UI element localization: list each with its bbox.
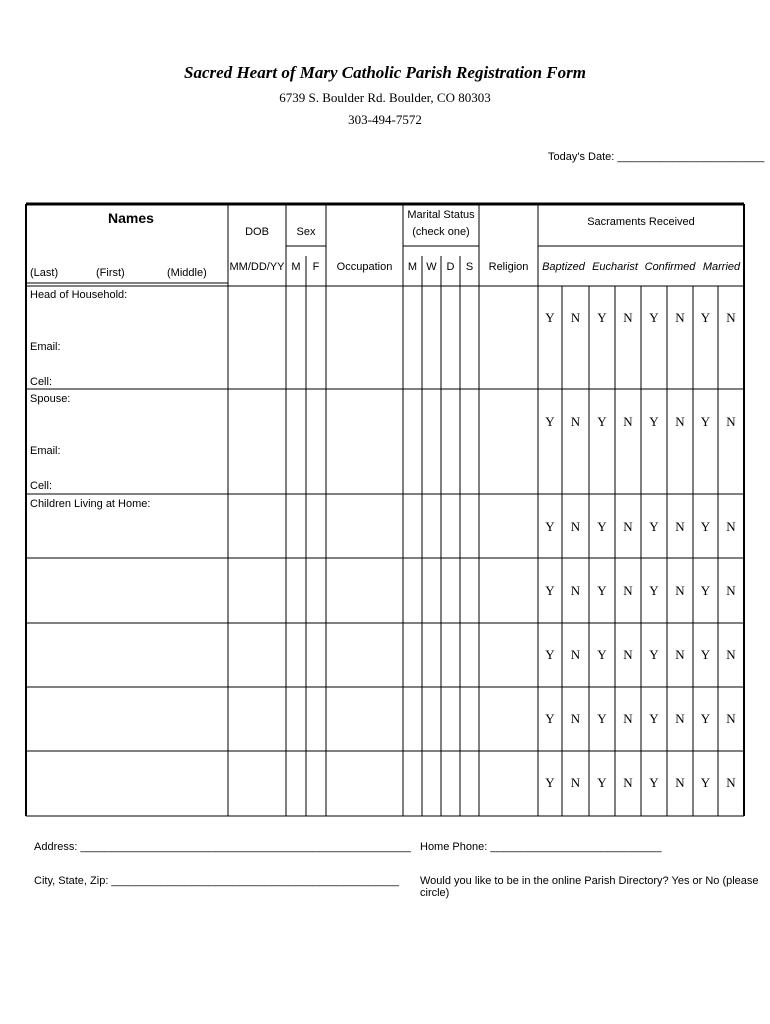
sacraments-header: Sacraments Received (587, 216, 695, 228)
home-phone-field[interactable]: Home Phone: ____________________________ (420, 841, 662, 853)
marital-d-header: D (446, 261, 455, 273)
yes-option[interactable]: Y (545, 647, 555, 662)
yes-option[interactable]: Y (700, 519, 711, 534)
no-option[interactable]: N (675, 583, 685, 598)
head-cell-label: Cell: (30, 376, 53, 388)
occupation-header: Occupation (336, 261, 393, 273)
no-option[interactable]: N (675, 414, 685, 429)
head-of-household-label: Head of Household: (30, 289, 128, 301)
yes-option[interactable]: Y (545, 711, 555, 726)
no-option[interactable]: N (726, 583, 736, 598)
no-option[interactable]: N (570, 583, 581, 598)
marital-status-header: Marital Status (407, 209, 475, 221)
yes-option[interactable]: Y (649, 414, 659, 429)
no-option[interactable]: N (623, 583, 633, 598)
sacrament-baptized-header: Baptized (542, 261, 585, 273)
form-title: Sacred Heart of Mary Catholic Parish Registration Form (184, 63, 586, 82)
spouse-label: Spouse: (30, 393, 71, 405)
no-option[interactable]: N (675, 711, 685, 726)
yes-option[interactable]: Y (700, 310, 711, 325)
yes-option[interactable]: Y (700, 414, 711, 429)
dob-format: MM/DD/YY (229, 261, 285, 273)
spouse-cell-label: Cell: (30, 480, 53, 492)
yes-option[interactable]: Y (597, 310, 607, 325)
no-option[interactable]: N (726, 775, 736, 790)
no-option[interactable]: N (675, 519, 685, 534)
sacrament-confirmed-header: Confirmed (644, 261, 696, 273)
yes-option[interactable]: Y (597, 583, 607, 598)
children-label: Children Living at Home: (30, 498, 151, 510)
yes-option[interactable]: Y (545, 310, 555, 325)
address-field[interactable]: Address: ______________________________________________________ (34, 841, 411, 853)
directory-question: Would you like to be in the online Parish Directory? Yes or No (please circle) (420, 875, 759, 899)
yes-option[interactable]: Y (649, 519, 659, 534)
yes-option[interactable]: Y (700, 647, 711, 662)
head-email-label: Email: (30, 341, 61, 353)
name-part-first: (First) (96, 267, 125, 279)
yes-option[interactable]: Y (649, 310, 659, 325)
yes-option[interactable]: Y (545, 775, 555, 790)
sex-f-header: F (312, 261, 320, 273)
marital-w-header: W (426, 261, 437, 273)
sacrament-married-header: Married (702, 261, 741, 273)
sacrament-eucharist-header: Eucharist (592, 261, 638, 273)
no-option[interactable]: N (726, 647, 736, 662)
marital-s-header: S (465, 261, 474, 273)
no-option[interactable]: N (623, 519, 633, 534)
no-option[interactable]: N (570, 647, 581, 662)
yes-option[interactable]: Y (545, 583, 555, 598)
yes-option[interactable]: Y (597, 414, 607, 429)
parish-address: 6739 S. Boulder Rd. Boulder, CO 80303 (279, 90, 491, 105)
yes-option[interactable]: Y (545, 519, 555, 534)
yes-option[interactable]: Y (649, 583, 659, 598)
yes-option[interactable]: Y (597, 775, 607, 790)
name-part-middle: (Middle) (167, 267, 207, 279)
no-option[interactable]: N (623, 711, 633, 726)
todays-date-field[interactable]: Today's Date: ________________________ (548, 151, 765, 163)
no-option[interactable]: N (570, 519, 581, 534)
yes-option[interactable]: Y (700, 583, 711, 598)
no-option[interactable]: N (623, 647, 633, 662)
sex-header: Sex (296, 226, 316, 238)
name-part-last: (Last) (30, 267, 59, 279)
no-option[interactable]: N (726, 414, 736, 429)
no-option[interactable]: N (726, 519, 736, 534)
yes-option[interactable]: Y (649, 647, 659, 662)
marital-m-header: M (407, 261, 418, 273)
no-option[interactable]: N (570, 310, 581, 325)
yes-option[interactable]: Y (649, 775, 659, 790)
parish-phone: 303-494-7572 (348, 112, 422, 127)
no-option[interactable]: N (675, 647, 685, 662)
yes-option[interactable]: Y (597, 519, 607, 534)
no-option[interactable]: N (570, 775, 581, 790)
yes-option[interactable]: Y (597, 647, 607, 662)
no-option[interactable]: N (675, 310, 685, 325)
yes-option[interactable]: Y (545, 414, 555, 429)
no-option[interactable]: N (623, 414, 633, 429)
no-option[interactable]: N (570, 414, 581, 429)
yes-option[interactable]: Y (597, 711, 607, 726)
sex-m-header: M (291, 261, 301, 273)
yes-option[interactable]: Y (700, 775, 711, 790)
no-option[interactable]: N (570, 711, 581, 726)
spouse-email-label: Email: (30, 445, 61, 457)
yes-option[interactable]: Y (649, 711, 659, 726)
dob-header: DOB (245, 226, 269, 238)
names-header: Names (108, 210, 154, 226)
yes-option[interactable]: Y (700, 711, 711, 726)
no-option[interactable]: N (726, 711, 736, 726)
city-state-zip-field[interactable]: City, State, Zip: _______________________________________________ (34, 875, 399, 887)
no-option[interactable]: N (726, 310, 736, 325)
no-option[interactable]: N (623, 775, 633, 790)
no-option[interactable]: N (675, 775, 685, 790)
marital-status-subheader: (check one) (412, 226, 470, 238)
religion-header: Religion (488, 261, 529, 273)
no-option[interactable]: N (623, 310, 633, 325)
